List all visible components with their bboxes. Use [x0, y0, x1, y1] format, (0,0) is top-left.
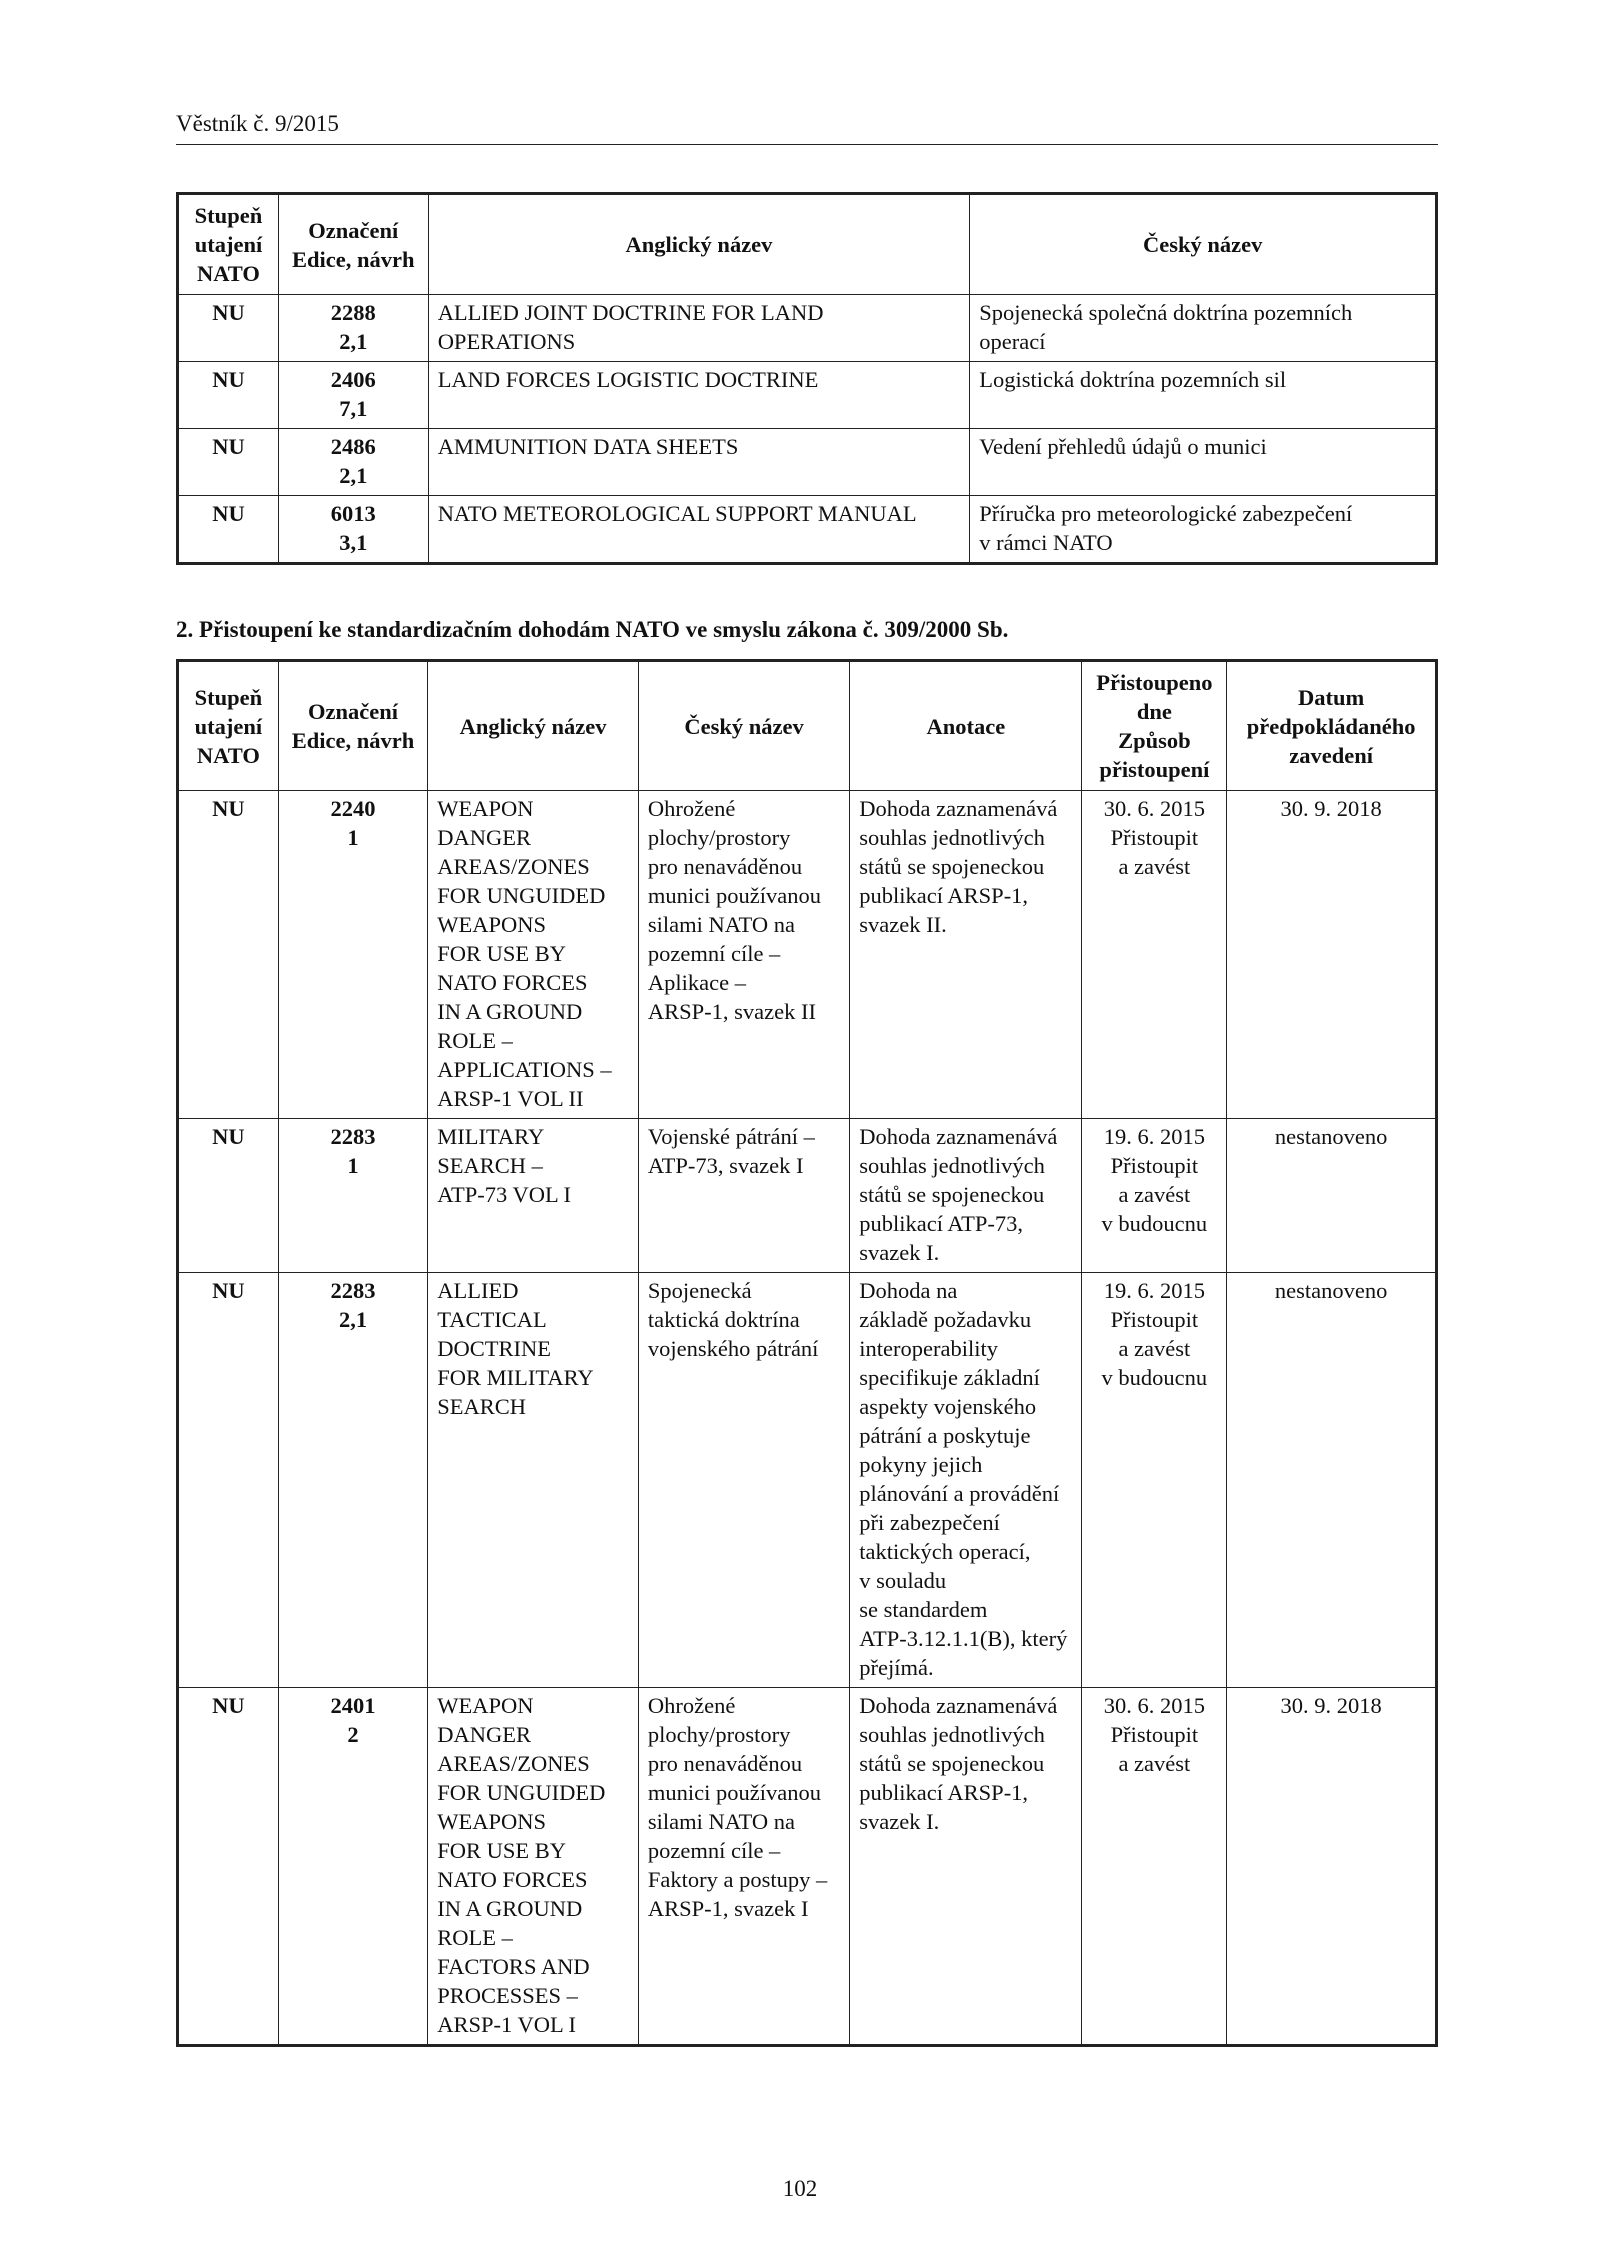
cell-oznaceni: 2406 7,1 — [278, 362, 428, 429]
cell-oznaceni: 2401 2 — [278, 1688, 427, 2046]
cell-stupen: NU — [178, 791, 279, 1119]
table-row — [178, 362, 1437, 429]
table-row — [178, 295, 1437, 362]
cell-pristoupeno: 19. 6. 2015 Přistoupit a zavést v budoucnu — [1082, 1273, 1227, 1688]
column-header-pristoupeno: Přistoupeno dne Způsob přistoupení — [1082, 661, 1227, 791]
cell-oznaceni: 2283 1 — [278, 1119, 427, 1273]
table-row — [178, 1119, 1437, 1273]
cell-stupen: NU — [178, 1119, 279, 1273]
cell-datum: 30. 9. 2018 — [1227, 791, 1437, 1119]
cell-anglicky: WEAPON DANGER AREAS/ZONES FOR UNGUIDED WEAPONS FOR USE BY NATO FORCES IN A GROUND ROLE – APPLICATIONS – ARSP-1 VOL II — [428, 791, 639, 1119]
cell-stupen: NU — [178, 1688, 279, 2046]
cell-oznaceni: 2486 2,1 — [278, 429, 428, 496]
cell-datum: nestanoveno — [1227, 1119, 1437, 1273]
cell-anglicky: ALLIED TACTICAL DOCTRINE FOR MILITARY SEARCH — [428, 1273, 639, 1688]
column-header-stupen: Stupeň utajení NATO — [178, 194, 279, 295]
column-header-oznaceni: Označení Edice, návrh — [278, 661, 427, 791]
table-row — [178, 791, 1437, 1119]
table-header-row — [178, 661, 1437, 791]
cell-cesky: Ohrožené plochy/prostory pro nenaváděnou munici používanou silami NATO na pozemní cíle – Faktory a postupy – ARSP-1, svazek I — [638, 1688, 849, 2046]
table-row — [178, 1273, 1437, 1688]
cell-oznaceni: 2288 2,1 — [278, 295, 428, 362]
cell-cesky: Vojenské pátrání – ATP-73, svazek I — [638, 1119, 849, 1273]
cell-cesky: Logistická doktrína pozemních sil — [970, 362, 1437, 429]
column-header-anotace: Anotace — [850, 661, 1082, 791]
section-title: 2. Přistoupení ke standardizačním dohodám NATO ve smyslu zákona č. 309/2000 Sb. — [176, 617, 1009, 642]
cell-stupen: NU — [178, 362, 279, 429]
cell-pristoupeno: 30. 6. 2015 Přistoupit a zavést — [1082, 791, 1227, 1119]
cell-pristoupeno: 30. 6. 2015 Přistoupit a zavést — [1082, 1688, 1227, 2046]
cell-anotace: Dohoda na základě požadavku interoperability specifikuje základní aspekty vojenského pátrání a poskytuje pokyny jejich plánování a provádění při zabezpečení taktických operací, v souladu se standardem ATP-3.12.1.1(B), který přejímá. — [850, 1273, 1082, 1688]
cell-cesky: Spojenecká taktická doktrína vojenského pátrání — [638, 1273, 849, 1688]
table-row — [178, 1688, 1437, 2046]
cell-anotace: Dohoda zaznamenává souhlas jednotlivých států se spojeneckou publikací ATP-73, svazek I. — [850, 1119, 1082, 1273]
column-header-stupen: Stupeň utajení NATO — [178, 661, 279, 791]
cell-anglicky: AMMUNITION DATA SHEETS — [428, 429, 970, 496]
table-row — [178, 429, 1437, 496]
cell-stupen: NU — [178, 1273, 279, 1688]
column-header-datum: Datum předpokládaného zavedení — [1227, 661, 1437, 791]
cell-anotace: Dohoda zaznamenává souhlas jednotlivých států se spojeneckou publikací ARSP-1, svazek I. — [850, 1688, 1082, 2046]
column-header-oznaceni: Označení Edice, návrh — [278, 194, 428, 295]
cell-stupen: NU — [178, 496, 279, 564]
cell-anglicky: WEAPON DANGER AREAS/ZONES FOR UNGUIDED WEAPONS FOR USE BY NATO FORCES IN A GROUND ROLE – FACTORS AND PROCESSES – ARSP-1 VOL I — [428, 1688, 639, 2046]
table-header-row — [178, 194, 1437, 295]
cell-anglicky: NATO METEOROLOGICAL SUPPORT MANUAL — [428, 496, 970, 564]
column-header-cesky: Český název — [970, 194, 1437, 295]
cell-datum: 30. 9. 2018 — [1227, 1688, 1437, 2046]
cell-stupen: NU — [178, 429, 279, 496]
cell-stupen: NU — [178, 295, 279, 362]
table-row — [178, 496, 1437, 564]
standards-table-2 — [176, 659, 1438, 2047]
cell-oznaceni: 2283 2,1 — [278, 1273, 427, 1688]
cell-oznaceni: 2240 1 — [278, 791, 427, 1119]
standards-table-1 — [176, 192, 1438, 565]
page-header: Věstník č. 9/2015 — [176, 110, 1438, 145]
cell-cesky: Příručka pro meteorologické zabezpečení v rámci NATO — [970, 496, 1437, 564]
cell-anotace: Dohoda zaznamenává souhlas jednotlivých států se spojeneckou publikací ARSP-1, svazek II. — [850, 791, 1082, 1119]
cell-anglicky: LAND FORCES LOGISTIC DOCTRINE — [428, 362, 970, 429]
cell-pristoupeno: 19. 6. 2015 Přistoupit a zavést v budoucnu — [1082, 1119, 1227, 1273]
column-header-anglicky: Anglický název — [428, 661, 639, 791]
page-number: 102 — [782, 2176, 818, 2201]
cell-oznaceni: 6013 3,1 — [278, 496, 428, 564]
cell-datum: nestanoveno — [1227, 1273, 1437, 1688]
cell-cesky: Ohrožené plochy/prostory pro nenaváděnou munici používanou silami NATO na pozemní cíle – Aplikace – ARSP-1, svazek II — [638, 791, 849, 1119]
cell-cesky: Vedení přehledů údajů o munici — [970, 429, 1437, 496]
column-header-anglicky: Anglický název — [428, 194, 970, 295]
cell-cesky: Spojenecká společná doktrína pozemních operací — [970, 295, 1437, 362]
cell-anglicky: MILITARY SEARCH – ATP-73 VOL I — [428, 1119, 639, 1273]
column-header-cesky: Český název — [638, 661, 849, 791]
cell-anglicky: ALLIED JOINT DOCTRINE FOR LAND OPERATIONS — [428, 295, 970, 362]
